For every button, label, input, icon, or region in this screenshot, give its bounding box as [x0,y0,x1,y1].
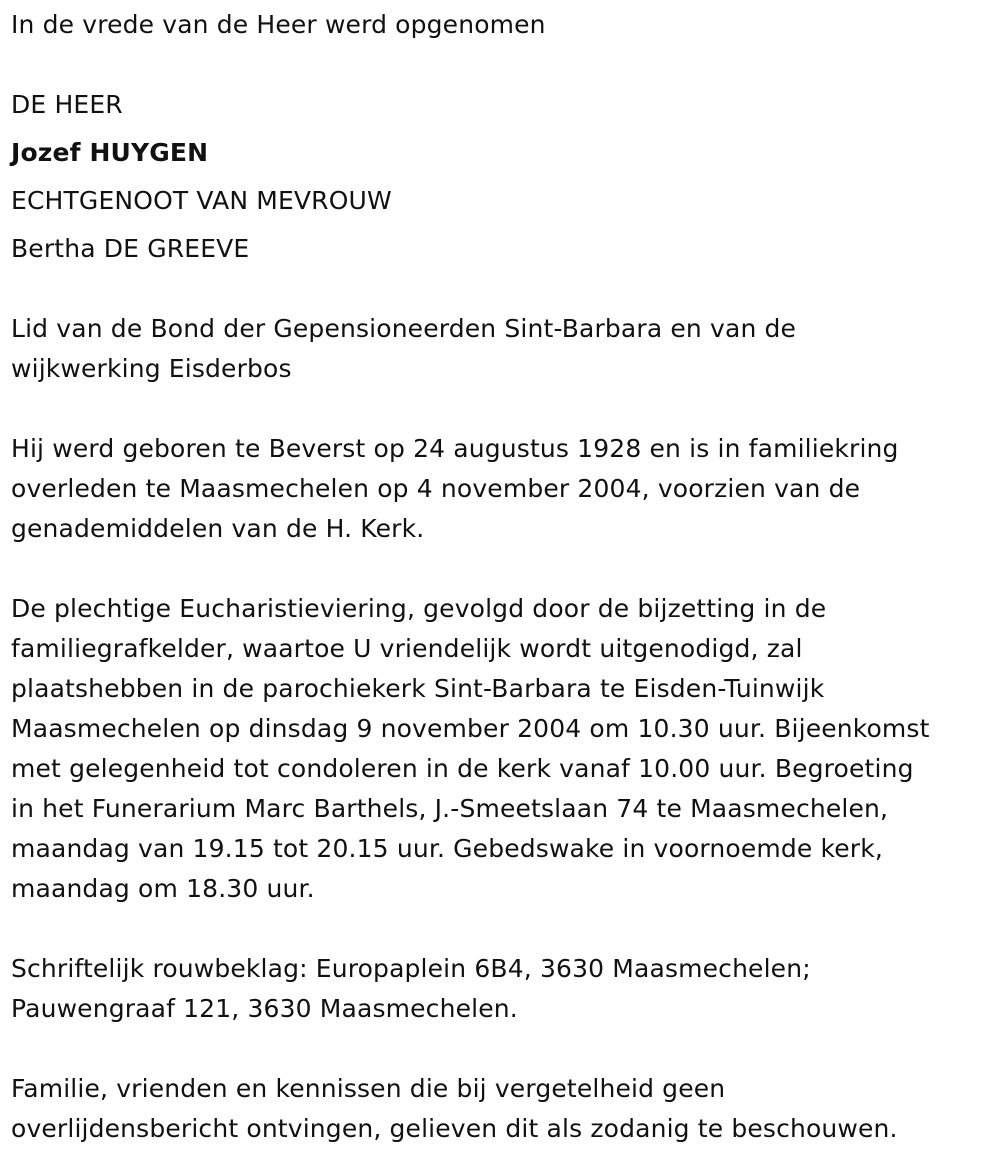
biography-line: overleden te Maasmechelen op 4 november 2004, voorzien van de [11,474,861,503]
biography-line: genademiddelen van de H. Kerk. [11,514,425,543]
honorific: DE HEER [11,90,123,119]
spouse-name: Bertha DE GREEVE [11,234,250,263]
condolence-address-line: Pauwengraaf 121, 3630 Maasmechelen. [11,994,518,1023]
membership-line: wijkwerking Eisderbos [11,354,292,383]
deceased-name: Jozef HUYGEN [11,138,209,167]
condolence-address-line: Schriftelijk rouwbeklag: Europaplein 6B4, 3630 Maasmechelen; [11,954,811,983]
biography-line: Hij werd geboren te Beverst op 24 augustus 1928 en is in familiekring [11,434,899,463]
ceremony-line: maandag om 18.30 uur. [11,874,315,903]
ceremony-line: in het Funerarium Marc Barthels, J.-Smeetslaan 74 te Maasmechelen, [11,794,889,823]
membership-line: Lid van de Bond der Gepensioneerden Sint-Barbara en van de [11,314,797,343]
closing-note-line: overlijdensbericht ontvingen, gelieven dit als zodanig te beschouwen. [11,1114,898,1143]
closing-note-line: Familie, vrienden en kennissen die bij vergetelheid geen [11,1074,726,1103]
intro-line: In de vrede van de Heer werd opgenomen [11,10,546,39]
ceremony-line: Maasmechelen op dinsdag 9 november 2004 om 10.30 uur. Bijeenkomst [11,714,930,743]
ceremony-line: maandag van 19.15 tot 20.15 uur. Gebedswake in voornoemde kerk, [11,834,883,863]
ceremony-line: plaatshebben in de parochiekerk Sint-Barbara te Eisden-Tuinwijk [11,674,825,703]
ceremony-line: De plechtige Eucharistieviering, gevolgd door de bijzetting in de [11,594,827,623]
ceremony-line: met gelegenheid tot condoleren in de kerk vanaf 10.00 uur. Begroeting [11,754,914,783]
spouse-title: ECHTGENOOT VAN MEVROUW [11,186,392,215]
ceremony-line: familiegrafkelder, waartoe U vriendelijk wordt uitgenodigd, zal [11,634,803,663]
